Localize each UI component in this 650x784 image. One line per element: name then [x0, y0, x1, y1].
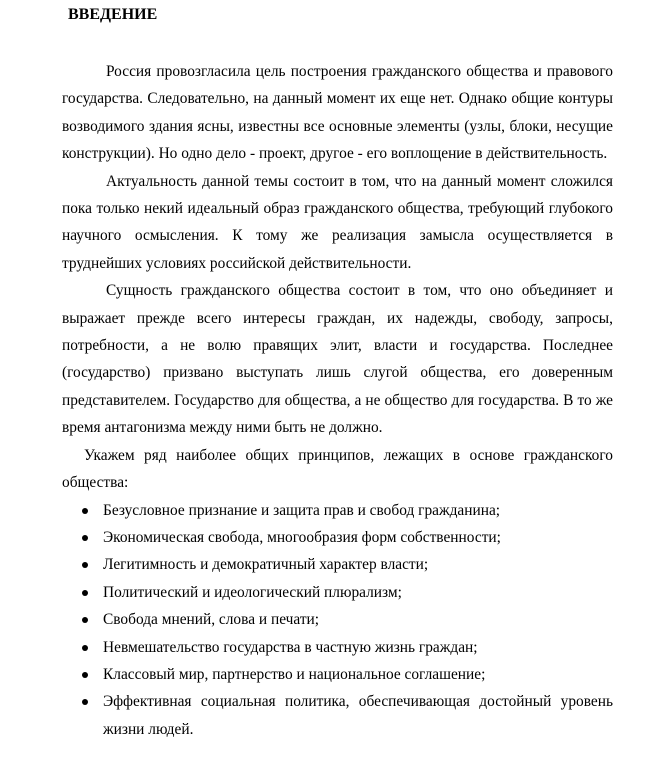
list-item	[62, 606, 613, 633]
section-heading: ВВЕДЕНИЕ	[68, 6, 158, 23]
bullet-icon	[82, 508, 88, 514]
bullet-icon	[82, 590, 88, 596]
bullet-icon	[82, 699, 88, 705]
principles-list	[62, 497, 613, 744]
bullet-icon	[82, 617, 88, 623]
document-body	[62, 58, 613, 743]
list-item-text: Легитимность и демократичный характер власти;	[103, 556, 429, 574]
list-item	[62, 634, 613, 661]
list-item-text: Политический и идеологический плюрализм;	[103, 583, 402, 601]
bullet-icon	[82, 535, 88, 541]
bullet-icon	[82, 672, 88, 678]
list-item	[62, 661, 613, 688]
paragraph-essence: Сущность гражданского общества состоит в том, что оно объединяет и выражает прежде всего интересы граждан, их надежды, свободу, запросы, потребности, а не волю правящих элит, власти и государства. Последнее (государство) призвано выступать лишь слугой общества, его доверенным представителем. Государство для общества, а не общество для государства. В то же время антагонизма между ними быть не должно.	[62, 282, 613, 437]
list-item	[62, 524, 613, 551]
list-item	[62, 579, 613, 606]
list-item-text: Классовый мир, партнерство и национальное соглашение;	[103, 665, 486, 683]
paragraph-relevance: Актуальность данной темы состоит в том, что на данный момент сложился пока только некий идеальный образ гражданского общества, требующий глубокого научного осмысления. К тому же реализация замысла осуществляется в труднейших условиях российской действительности.	[62, 172, 613, 272]
list-item-text: Экономическая свобода, многообразия форм собственности;	[103, 528, 501, 546]
list-item-text: Безусловное признание и защита прав и свобод гражданина;	[103, 501, 501, 519]
list-item	[62, 551, 613, 578]
paragraph-principles-intro: Укажем ряд наиболее общих принципов, лежащих в основе гражданского общества:	[62, 446, 613, 492]
list-item-text: Невмешательство государства в частную жизнь граждан;	[103, 638, 478, 656]
bullet-icon	[82, 645, 88, 651]
list-item-text: Свобода мнений, слова и печати;	[103, 611, 320, 629]
bullet-icon	[82, 562, 88, 568]
paragraph-intro: Россия провозгласила цель построения гражданского общества и правового государства. Следовательно, на данный момент их еще нет. Однако общие контуры возводимого здания ясны, известны все основные элементы (узлы, блоки, несущие конструкции). Но одно дело - проект, другое - его воплощение в действительность.	[62, 63, 613, 163]
list-item-text: Эффективная социальная политика, обеспечивающая достойный уровень жизни людей.	[103, 693, 613, 738]
list-item	[62, 497, 613, 524]
list-item	[62, 688, 613, 743]
